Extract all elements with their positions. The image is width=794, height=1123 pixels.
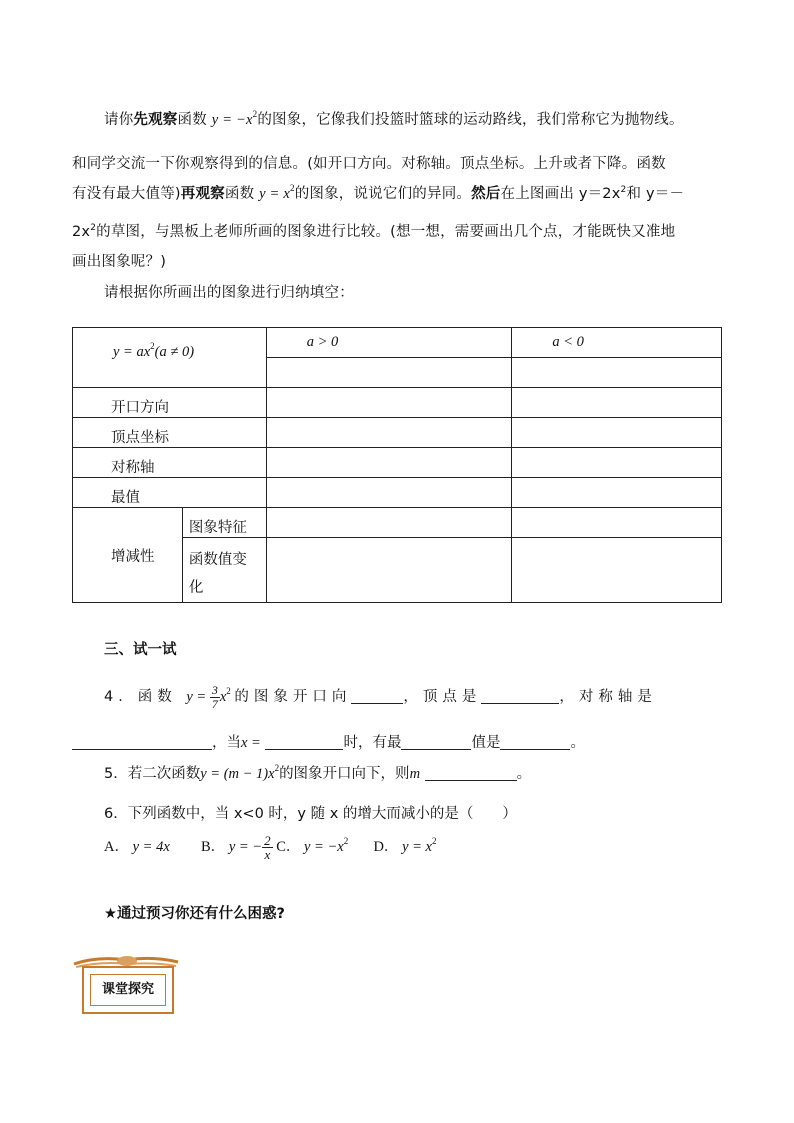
para3: 请根据你所画出的图象进行归纳填空： (104, 285, 354, 301)
row-label-monotonicity: 增减性 (73, 508, 183, 603)
header-a-positive (266, 328, 512, 358)
answer-cell[interactable] (266, 508, 512, 538)
blank-m-condition[interactable] (425, 765, 517, 781)
para2-line3 (72, 220, 675, 241)
math-text: y = (186, 688, 207, 705)
question-6-options (104, 834, 436, 861)
text: 的图象，它像我们投篮时篮球的运动路线，我们常称它为抛物线。 (257, 112, 684, 128)
answer-cell[interactable] (512, 538, 722, 603)
question-5 (104, 762, 531, 783)
exponent: 2 (290, 183, 295, 193)
text: 化 (188, 580, 204, 596)
question-4-line1 (104, 684, 657, 711)
para2-line1: 和同学交流一下你观察得到的信息。(如开口方向。对称轴。顶点坐标。上升或者下降。函数 (72, 156, 666, 172)
question-4-line2 (72, 731, 585, 752)
option-b[interactable] (228, 833, 273, 862)
section-title: 三、试一试 (104, 642, 177, 658)
answer-cell[interactable] (266, 538, 512, 603)
bold-text: 先观察 (133, 112, 178, 128)
answer-cell[interactable] (512, 388, 722, 418)
para2-line2 (72, 182, 684, 203)
summary-table (72, 327, 722, 603)
math-text: y = x (259, 186, 290, 202)
option-label: B． (201, 838, 226, 855)
numerator: 2 (264, 833, 271, 848)
denominator: 7 (211, 697, 218, 711)
text: ，顶点是 (403, 688, 482, 705)
math-text: a > 0 (306, 334, 339, 350)
exponent: 2 (90, 223, 97, 234)
text: 请你 (104, 112, 134, 128)
math-y-neg-x2 (211, 109, 258, 128)
fraction (210, 684, 220, 711)
row-label-opening: 开口方向 (73, 388, 267, 418)
empty-cell[interactable] (266, 358, 512, 388)
exponent: 2 (226, 685, 231, 696)
option-label: C． (276, 838, 301, 855)
text: 时，有最 (343, 735, 402, 751)
exponent: 2 (150, 341, 155, 351)
text: 。 (516, 766, 532, 782)
numerator: 3 (211, 683, 218, 697)
question-6-stem: 6．下列函数中，当 x<0 时，y 随 x 的增大而减小的是（ ） (104, 806, 517, 822)
math-text: y = − (228, 838, 263, 855)
exponent: 2 (252, 109, 258, 119)
badge-label: 课堂探究 (90, 974, 166, 1006)
answer-cell[interactable] (512, 448, 722, 478)
text: 的图象开口向 (234, 688, 352, 705)
text: 2x (72, 224, 91, 240)
row-label-vertex: 顶点坐标 (73, 418, 267, 448)
math-text: y = x (402, 838, 432, 855)
exponent: 2 (431, 835, 437, 846)
bold-text: 再观察 (180, 186, 225, 202)
blank-vertex[interactable] (481, 688, 559, 704)
option-a[interactable]: y = 4x (132, 838, 170, 855)
answer-cell[interactable] (266, 478, 512, 508)
text: 函数值变 (188, 552, 247, 568)
text: 有没有最大值等) (72, 186, 181, 202)
function-header (73, 328, 267, 388)
text: 的草图，与黑板上老师所画的图象进行比较。(想一想，需要画出几个点，才能既快又准地 (96, 224, 676, 240)
answer-cell[interactable] (512, 478, 722, 508)
math-y-x2 (259, 183, 295, 202)
math-text: (a ≠ 0) (154, 344, 195, 360)
math-text: y = ax (113, 344, 151, 360)
text: 5．若二次函数 (104, 766, 201, 782)
blank-x-value[interactable] (265, 734, 343, 750)
math-text: x (219, 688, 227, 705)
math-text: a < 0 (552, 334, 584, 350)
blank-axis[interactable] (72, 734, 212, 750)
header-a-negative (512, 328, 722, 358)
empty-cell[interactable] (512, 358, 722, 388)
option-label: A． (104, 838, 129, 855)
blank-value[interactable] (500, 734, 570, 750)
text: 的图象，说说它们的异同。 (294, 186, 472, 202)
text: 的图象开口向下，则 (279, 766, 410, 782)
denominator: x (264, 847, 271, 862)
math-y-frac-x2 (186, 683, 234, 711)
text: 函数 (177, 112, 207, 128)
math-quadratic (200, 763, 280, 782)
para1 (104, 108, 684, 129)
text: 。 (570, 735, 585, 751)
badge-frame (82, 966, 174, 1014)
para2-line4: 画出图象呢？) (72, 254, 167, 270)
option-label: D． (373, 838, 399, 855)
text: 在上图画出 y＝2x (500, 186, 621, 202)
text: 4．函数 (104, 688, 177, 705)
math-text: y = (m − 1)x (200, 766, 275, 782)
text: 值是 (471, 735, 501, 751)
exponent: 2 (343, 835, 349, 846)
option-d[interactable] (402, 835, 437, 855)
answer-cell[interactable] (266, 448, 512, 478)
row-label-extreme: 最值 (73, 478, 267, 508)
fraction (262, 834, 273, 861)
exponent: 2 (274, 763, 280, 773)
text: 和 y＝－ (626, 186, 685, 202)
option-c[interactable] (304, 835, 349, 855)
exponent: 2 (620, 185, 627, 196)
text: ，当 (212, 735, 241, 751)
star-question: ★通过预习你还有什么困惑? (104, 906, 285, 922)
blank-opening[interactable] (351, 688, 403, 704)
math-text: m (409, 766, 421, 782)
answer-cell[interactable] (512, 508, 722, 538)
text: ，对称轴是 (559, 688, 657, 705)
math-text: x = (241, 735, 261, 751)
answer-cell[interactable] (266, 418, 512, 448)
math-text: y = −x (211, 112, 253, 128)
math-text: y = −x (304, 838, 344, 855)
blank-max-min[interactable] (401, 734, 471, 750)
sub-label-value-change (182, 538, 266, 603)
answer-cell[interactable] (266, 388, 512, 418)
answer-cell[interactable] (512, 418, 722, 448)
text: 函数 (224, 186, 255, 202)
math-function (113, 341, 195, 360)
sub-label-graph: 图象特征 (182, 508, 266, 538)
bold-text: 然后 (471, 186, 501, 202)
row-label-axis: 对称轴 (73, 448, 267, 478)
